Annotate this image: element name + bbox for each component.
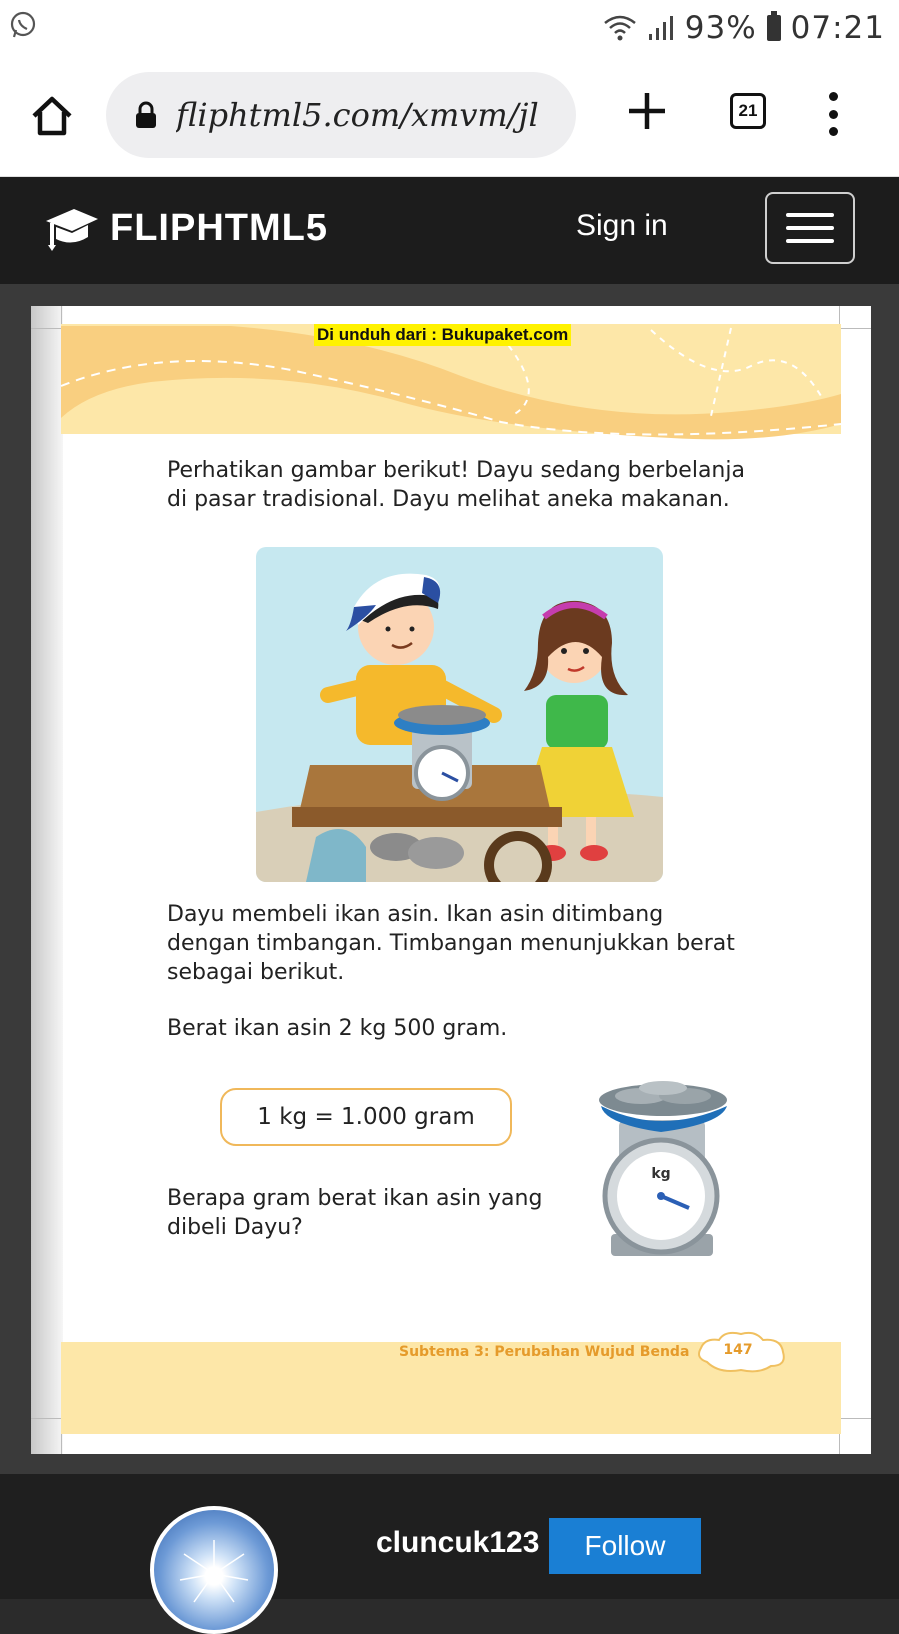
text-line: Berapa gram berat ikan asin yang [167,1186,543,1211]
hamburger-icon[interactable] [765,192,855,264]
intro-paragraph [167,456,745,514]
subtheme-label: Subtema 3: Perubahan Wujud Benda [399,1344,690,1360]
text-line: sebagai berikut. [167,960,345,985]
market-illustration [256,547,663,882]
watermark-label: Di unduh dari : Bukupaket.com [314,324,571,346]
scale-unit-label: kg [651,1166,671,1182]
status-bar [0,0,899,56]
lock-icon [134,101,158,129]
crop-mark [839,1418,871,1419]
battery-percent: 93% [684,10,757,46]
conversion-formula-box [220,1088,512,1146]
url-text[interactable]: fliphtml5.com/xmvm/jl [176,96,539,134]
question-paragraph [167,1184,542,1242]
text-line: Perhatikan gambar berikut! Dayu sedang berbelanja [167,458,745,483]
plus-icon[interactable] [626,90,668,132]
weight-statement: Berat ikan asin 2 kg 500 gram. [167,1016,508,1041]
page-spine-shadow [31,306,63,1454]
market-illustration-art [256,547,663,882]
book-page[interactable] [31,306,871,1454]
conversion-formula: 1 kg = 1.000 gram [257,1104,475,1130]
weighing-scale-illustration [591,1066,751,1306]
graduation-cap-icon [44,205,100,251]
page-number: 147 [723,1342,753,1358]
text-line: di pasar tradisional. Dayu melihat aneka makanan. [167,487,730,512]
scale-paragraph [167,900,735,987]
browser-toolbar [0,56,899,178]
text-line: dengan timbangan. Timbangan menunjukkan berat [167,931,735,956]
site-logo[interactable] [44,205,328,251]
signal-icon [647,14,675,42]
follow-button-label: Follow [584,1530,666,1561]
wifi-icon [603,14,637,42]
crop-mark [31,1418,61,1419]
logo-text: FLIPHTML5 [110,206,328,249]
home-icon[interactable] [28,92,76,140]
tab-count: 21 [738,101,758,120]
avatar[interactable] [150,1506,278,1634]
address-bar[interactable] [106,72,576,158]
sign-in-link[interactable]: Sign in [576,209,668,242]
more-vert-icon[interactable] [826,92,840,136]
publisher-footer [0,1474,899,1599]
text-line: Dayu membeli ikan asin. Ikan asin ditimbang [167,902,664,927]
battery-icon [767,15,781,41]
dandelion-icon [154,1510,274,1630]
whatsapp-icon [8,10,38,40]
tabs-icon[interactable] [730,93,766,129]
publisher-username[interactable]: cluncuk123 [376,1526,540,1559]
follow-button[interactable] [549,1518,701,1574]
text-line: dibeli Dayu? [167,1215,303,1240]
clock-time: 07:21 [790,10,885,46]
site-header [0,177,899,284]
